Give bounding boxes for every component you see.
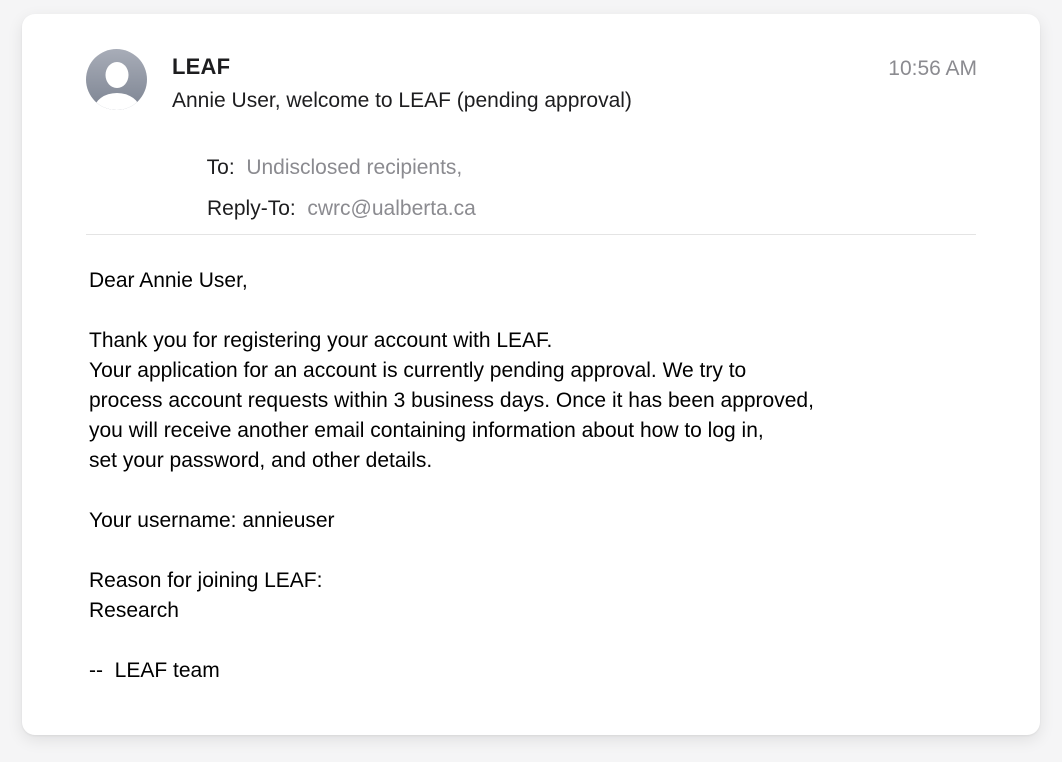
header-divider	[86, 234, 976, 235]
body-line	[89, 626, 1009, 656]
body-line: -- LEAF team	[89, 659, 220, 682]
message-header	[22, 14, 1040, 234]
to-label: To:	[206, 156, 247, 179]
reply-to-row	[172, 170, 476, 248]
email-body	[89, 266, 1009, 686]
reply-to-label: Reply-To:	[207, 197, 308, 220]
body-line: Research	[89, 599, 179, 622]
body-line: process account requests within 3 business days. Once it has been approved,	[89, 389, 814, 412]
body-line: Thank you for registering your account with LEAF.	[89, 329, 553, 352]
body-line: Dear Annie User,	[89, 269, 248, 292]
body-line	[89, 536, 1009, 566]
body-line: Your username: annieuser	[89, 509, 335, 532]
subject-line: Annie User, welcome to LEAF (pending approval)	[172, 89, 632, 112]
body-line: Your application for an account is currently pending approval. We try to	[89, 359, 747, 382]
reply-to-address[interactable]: cwrc@ualberta.ca	[307, 197, 476, 220]
sender-avatar	[86, 49, 147, 110]
message-timestamp: 10:56 AM	[888, 57, 977, 80]
body-line	[89, 476, 1009, 506]
body-line: set your password, and other details.	[89, 449, 433, 472]
sender-name[interactable]: LEAF	[172, 54, 231, 79]
body-line	[89, 296, 1009, 326]
to-recipient[interactable]: Undisclosed recipients,	[246, 156, 463, 179]
body-line: you will receive another email containing information about how to log in,	[89, 419, 764, 442]
body-line: Reason for joining LEAF:	[89, 569, 323, 592]
email-message-card	[22, 14, 1040, 735]
